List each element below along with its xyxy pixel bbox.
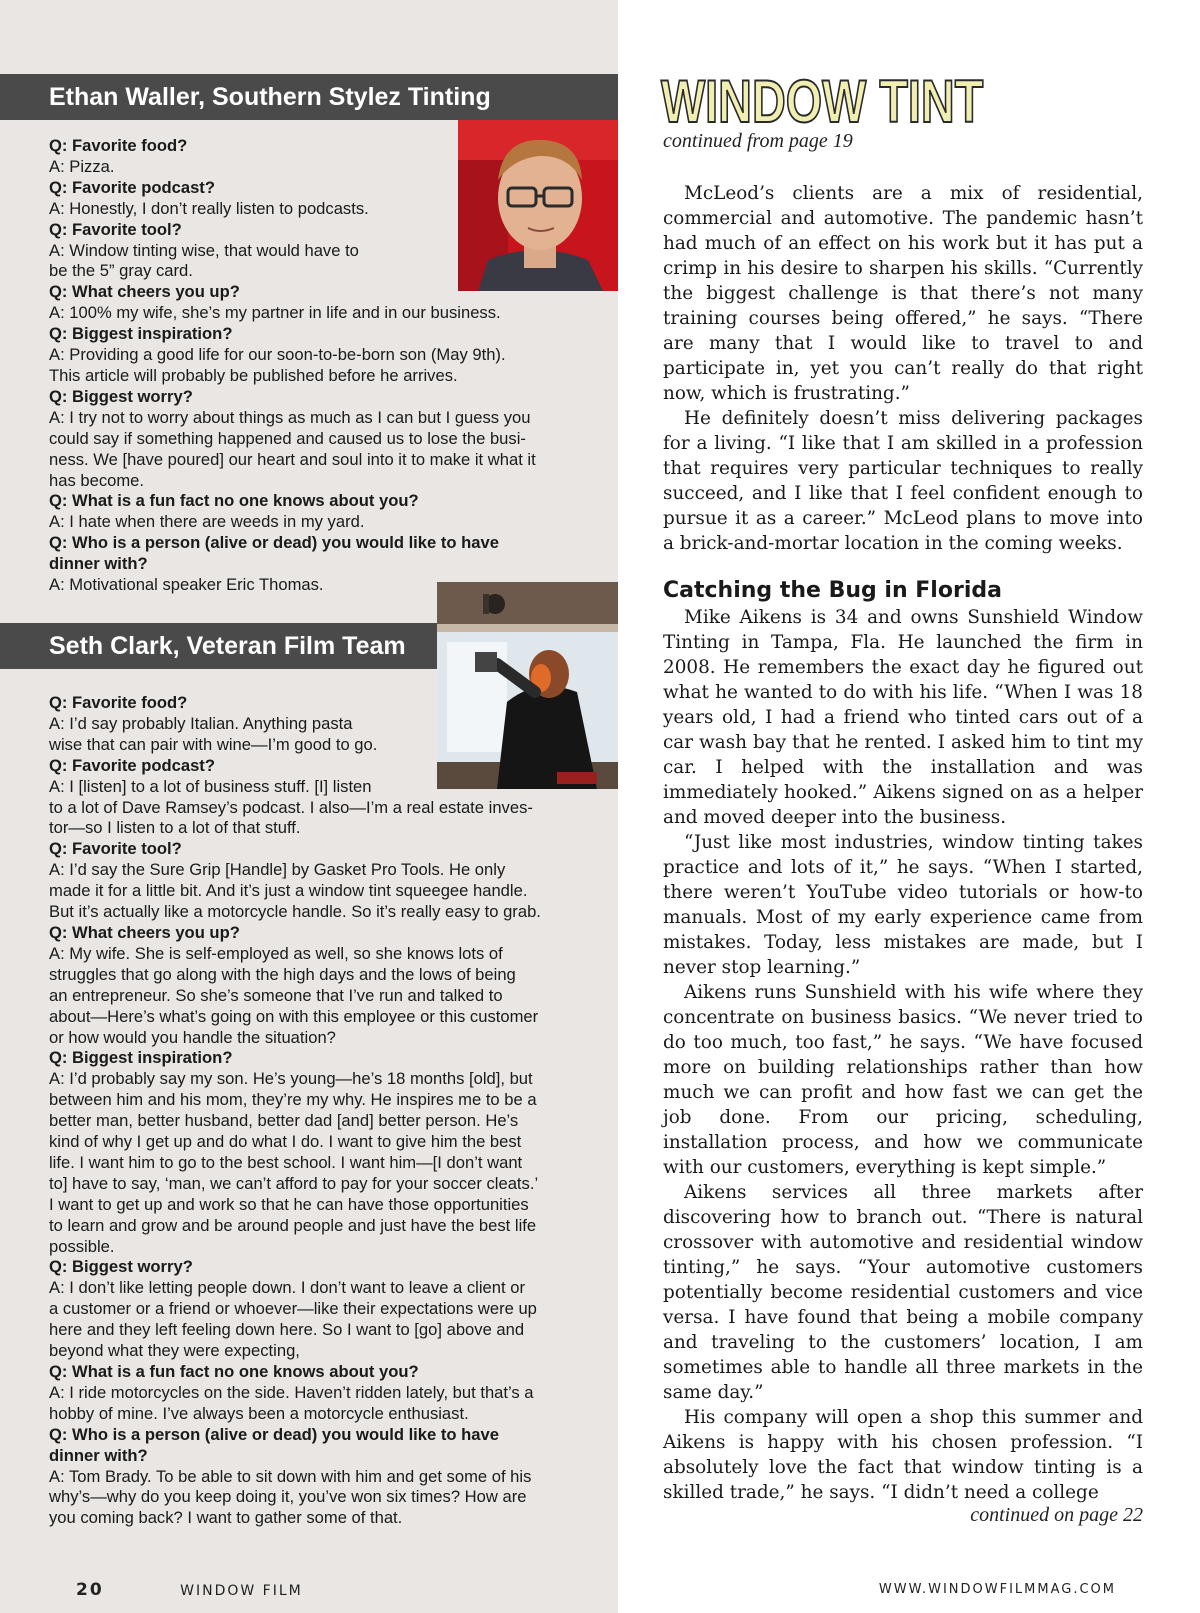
article-paragraph: “Just like most industries, window tinting takes practice and lots of it,” he says. “When I started, there weren’t YouTube video tutorials or how-to manuals. Most of my early experience came from mistakes. Today, less mistakes are made, but I never stop learning.” — [663, 832, 1143, 978]
question: Q: Favorite tool? — [49, 839, 182, 859]
answer: A: Motivational speaker Eric Thomas. — [49, 575, 324, 595]
article-paragraph: His company will open a shop this summer and Aikens is happy with his chosen profession. “I absolutely love the fact that window tinting is a skilled trade,” he says. “I didn’t need a college — [663, 1407, 1143, 1503]
section-heading: Catching the Bug in Florida — [663, 578, 1002, 603]
qa-item — [49, 756, 541, 840]
answer: A: Honestly, I don’t really listen to podcasts. — [49, 198, 369, 218]
article-paragraph: Aikens runs Sunshield with his wife where they concentrate on business basics. “We never tried to do too much, too fast,” he says. “We have focused more on building relationships rather than how much we can profit and how fast we can get the job done. From our pricing, scheduling, installation process, and how we communicate with our customers, everything is kept simple.” — [663, 982, 1143, 1178]
qa-item — [49, 1257, 541, 1362]
qa-item — [49, 220, 536, 283]
page-number: 20 — [76, 1580, 104, 1600]
continued-from-note: continued from page 19 — [663, 130, 853, 152]
article-body-bottom — [663, 605, 1143, 1505]
answer: A: I’d say probably Italian. Anything pasta wise that can pair with wine—I’m good to go. — [49, 713, 378, 754]
qa-item — [49, 839, 541, 923]
qa-list-ethan — [49, 136, 536, 596]
answer: A: I’d probably say my son. He’s young—he’s 18 months [old], but between him and his mom, they’re my why. He inspires me to be a better man, better husband, better dad [and] better person. He’s kind of why I get up and do what I do. I want to give him the best life. I want him to go to the best school. I want him—[I don’t want to] have to say, ‘man, we can’t afford to pay for your soccer cleats.’ I want to get up and work so that he can have those opportunities to learn and grow and be around people and just have the best life possible. — [49, 1069, 539, 1256]
qa-item — [49, 693, 541, 756]
question: Q: Who is a person (alive or dead) you would like to have dinner with? — [49, 533, 499, 574]
question: Q: What cheers you up? — [49, 282, 240, 302]
article-title: WINDOW TINT — [661, 68, 984, 135]
continued-on-note: continued on page 22 — [970, 1504, 1143, 1526]
question: Q: Biggest worry? — [49, 386, 193, 406]
answer: A: I’d say the Sure Grip [Handle] by Gasket Pro Tools. He only made it for a little bit. And it’s just a window tint squeegee handle. But it’s actually like a motorcycle handle. So it’s really easy to grab. — [49, 860, 541, 922]
profile-header-ethan: Ethan Waller, Southern Stylez Tinting — [0, 74, 618, 120]
answer: A: Tom Brady. To be able to sit down with him and get some of his why’s—why do you keep doing it, you’ve won six times? How are you coming back? I want to gather some of that. — [49, 1466, 532, 1528]
answer: A: My wife. She is self-employed as well, so she knows lots of struggles that go along with the high days and the lows of being an entrepreneur. So she’s someone that I’ve run and talked to about—Here’s what’s going on with this employee or this customer or how would you handle the situation? — [49, 943, 539, 1047]
qa-item — [49, 387, 536, 492]
question: Q: Biggest worry? — [49, 1257, 193, 1277]
footer-website: WWW.WINDOWFILMMAG.COM — [878, 1582, 1116, 1597]
article-body-top — [663, 181, 1143, 556]
qa-item — [49, 178, 536, 220]
qa-item — [49, 1425, 541, 1530]
qa-item — [49, 1362, 541, 1425]
qa-item — [49, 136, 536, 178]
profile-header-seth: Seth Clark, Veteran Film Team — [0, 623, 618, 669]
question: Q: What is a fun fact no one knows about you? — [49, 1362, 419, 1381]
answer: A: I try not to worry about things as much as I can but I guess you could say if something happened and caused us to lose the busi- ness. We [have poured] our heart and soul into it to make it what it has become. — [49, 407, 536, 490]
answer: A: I hate when there are weeds in my yard. — [49, 512, 365, 532]
article-paragraph: Mike Aikens is 34 and owns Sunshield Window Tinting in Tampa, Fla. He launched the firm in 2008. He remembers the exact day he figured out what he wanted to do with his life. “When I was 18 years old, I had a friend who tinted cars out of a car wash bay that he rented. I asked him to tint my car. I helped with the installation and was immediately hooked.” Aikens signed on as a helper and moved deeper into the business. — [663, 607, 1143, 828]
answer: A: 100% my wife, she’s my partner in life and in our business. — [49, 303, 501, 323]
answer: A: Providing a good life for our soon-to-be-born son (May 9th). This article will probably be published before he arrives. — [49, 345, 506, 385]
qa-item — [49, 1048, 541, 1257]
qa-item — [49, 923, 541, 1048]
question: Q: Favorite podcast? — [49, 755, 215, 775]
answer: A: I don’t like letting people down. I don’t want to leave a client or a customer or a friend or whoever—like their expectations were up here and they left feeling down here. So I want to [go] above and beyond what they were expecting, — [49, 1278, 537, 1361]
answer: A: I ride motorcycles on the side. Haven’t ridden lately, but that’s a hobby of mine. I’ve always been a motorcycle enthusiast. — [49, 1382, 534, 1423]
footer-left — [76, 1580, 303, 1600]
question: Q: Biggest inspiration? — [49, 324, 233, 344]
magazine-name: WINDOW FILM — [180, 1583, 303, 1599]
question: Q: Favorite food? — [49, 136, 188, 155]
question: Q: Biggest inspiration? — [49, 1048, 233, 1068]
article-paragraph: He definitely doesn’t miss delivering packages for a living. “I like that I am skilled in a profession that requires very particular techniques to really succeed, and I like that I feel confident enough to pursue it as a career.” McLeod plans to move into a brick-and-mortar location in the coming weeks. — [663, 408, 1143, 554]
question: Q: What is a fun fact no one knows about you? — [49, 491, 419, 511]
qa-list-seth — [49, 693, 541, 1529]
answer: A: Pizza. — [49, 156, 115, 176]
question: Q: Who is a person (alive or dead) you would like to have dinner with? — [49, 1424, 499, 1465]
article-paragraph: McLeod’s clients are a mix of residential, commercial and automotive. The pandemic hasn’t had much of an effect on his work but it has put a crimp in his desire to sharpen his skills. “Currently the biggest challenge is that there’s not many training courses being offered,” he says. “There are many that I would like to travel to and participate in, yet you can’t really do that right now, which is frustrating.” — [663, 183, 1143, 404]
answer: A: I [listen] to a lot of business stuff. [I] listen to a lot of Dave Ramsey’s podcast. I also—I’m a real estate inves- tor—so I listen to a lot of that stuff. — [49, 776, 533, 838]
qa-item — [49, 282, 536, 324]
question: Q: Favorite tool? — [49, 219, 182, 239]
article-paragraph: Aikens services all three markets after discovering how to branch out. “There is natural crossover with automotive and residential window tinting,” he says. “Your automotive customers potentially become residential customers and vice versa. I have found that being a mobile company and traveling to the customers’ location, I am sometimes able to handle all three markets in the same day.” — [663, 1182, 1143, 1403]
qa-item — [49, 491, 536, 533]
answer: A: Window tinting wise, that would have to be the 5” gray card. — [49, 240, 359, 281]
question: Q: Favorite podcast? — [49, 177, 215, 197]
question: Q: What cheers you up? — [49, 922, 240, 942]
qa-item — [49, 324, 536, 387]
question: Q: Favorite food? — [49, 693, 188, 712]
